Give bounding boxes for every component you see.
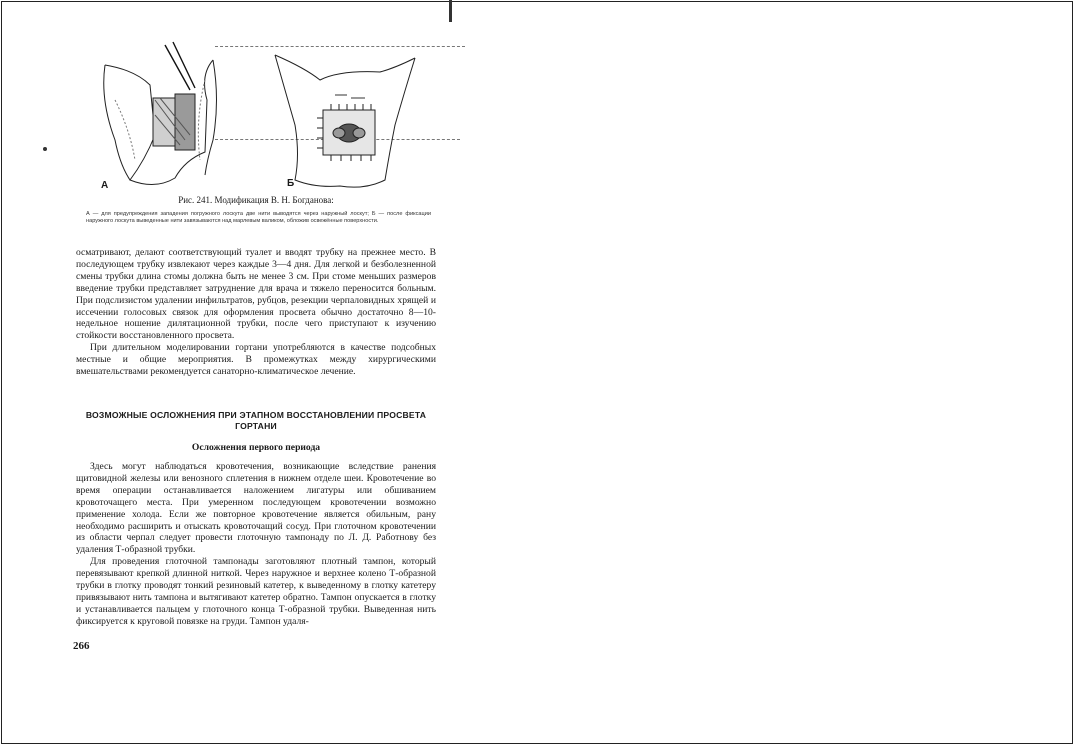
paragraph: осматривают, делают соответствующий туалет и вводят трубку на прежнее место. В последующем трубку извлекают через каждые 3—4 дня. Для легкой и безболезненной смены трубки длина стомы должна быть не менее 3 см. При стоме меньших размеров введение трубки представляет затруднение для врача и тяжело переносится больным. При подслизистом удалении инфильтратов, рубцов, резекции черпаловидных хрящей и иссечении голосовых связок для оформления просвета обычно достаточно 8—10-недельное ношение дилятационной трубки, после чего приступают к изучению стойкости восстановленного просвета. [76,247,436,342]
paragraph: Для проведения глоточной тампонады заготовляют плотный тампон, который перевязывают крепкой длинной ниткой. Через наружное и верхнее колено Т-образной трубки в глотку проводят тонкий резиновый катетер, к выведенному в глотку катетеру привязывают нить тампона и вытягивают катетер обратно. Тампон опускается в глотку и устанавливается пальцем у глоточного конца Т-образной трубки. Выведенная нить фиксируется к круговой повязке на груди. Тампон удаля- [76,556,436,627]
page-number: 266 [73,640,90,652]
body-text-bottom [76,461,436,628]
subsection-heading: Осложнения первого периода [191,442,321,453]
body-text-top [76,247,436,378]
binding-mark [449,0,452,22]
illustration-b [275,55,415,187]
scan-speck [43,147,47,151]
figure-label-b: Б [287,178,295,189]
figure-label-a: А [101,180,109,191]
paragraph: При длительном моделировании гортани употребляются в качестве подсобных местные и общие мероприятия. В промежутках между хирургическими вмешательствами рекомендуется санаторно-климатическое лечение. [76,342,436,378]
figure-caption-detail: А — для предупреждения западения погружного лоскута две нити выводятся через наружный лоскут; Б — после фиксации наружного лоскута выведенные нити завязываются над марлевым валиком, обложив освежённые поверхности. [86,211,431,224]
paragraph: Здесь могут наблюдаться кровотечения, возникающие вследствие ранения щитовидной железы или венозного сплетения в нижнем отделе шеи. Кровотечение во время операции останавливается наложением лигатуры или обшиванием кровоточащего места. При умеренном последующем кровотечении возможно применение холода. Если же повторное кровотечение является обильным, рану необходимо расширить и отыскать кровоточащий сосуд. При глоточном кровотечении из области черпал следует провести глоточную тампонаду по Л. Д. Работнову без удаления Т-образной трубки. [76,461,436,556]
surgical-illustration [95,40,445,192]
figure-caption: Рис. 241. Модификация В. Н. Богданова: [178,195,334,205]
illustration-a [104,42,217,185]
section-heading: ВОЗМОЖНЫЕ ОСЛОЖНЕНИЯ ПРИ ЭТАПНОМ ВОССТАНОВЛЕНИИ ПРОСВЕТА ГОРТАНИ [85,410,427,431]
